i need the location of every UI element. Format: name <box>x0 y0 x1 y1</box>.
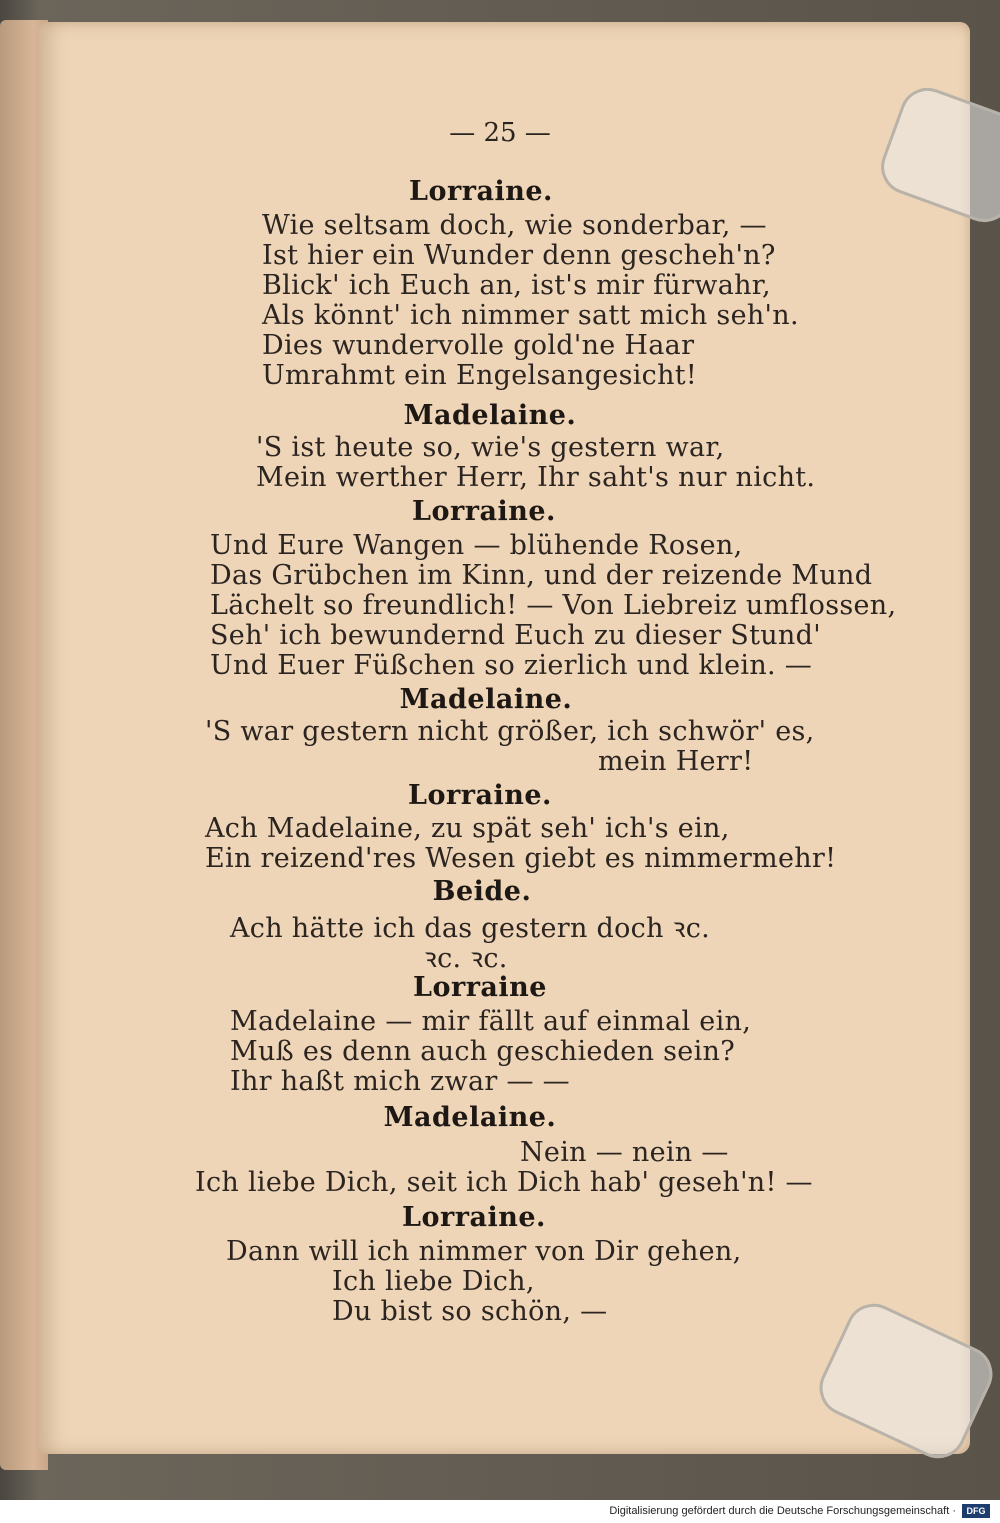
verse-line: Madelaine — mir fällt auf einmal ein, <box>230 1006 752 1037</box>
speaker-heading: Madelaine. <box>399 684 573 715</box>
speaker-heading: Beide. <box>432 876 532 907</box>
verse-line: Und Eure Wangen — blühende Rosen, <box>210 530 743 561</box>
verse-line: Nein — nein — <box>520 1137 729 1168</box>
speaker-heading: Madelaine. <box>403 400 577 431</box>
verse-line: Ist hier ein Wunder denn gescheh'n? <box>262 240 776 271</box>
verse-line: Wie seltsam doch, wie sonderbar, — <box>262 210 767 241</box>
speaker-heading: Lorraine. <box>408 780 552 811</box>
verse-line: Das Grübchen im Kinn, und der reizende Mund <box>210 560 873 591</box>
footer-credit: Digitalisierung gefördert durch die Deutsche Forschungsgemeinschaft · <box>609 1505 956 1517</box>
verse-line: Als könnt' ich nimmer satt mich seh'n. <box>262 300 799 331</box>
dfg-logo: DFG <box>962 1504 990 1518</box>
verse-line: Ach Madelaine, zu spät seh' ich's ein, <box>205 813 730 844</box>
footer-bar <box>0 1500 1000 1523</box>
verse-line: Blick' ich Euch an, ist's mir fürwahr, <box>262 270 771 301</box>
speaker-heading: Lorraine. <box>412 496 556 527</box>
speaker-heading: Lorraine <box>412 972 547 1003</box>
speaker-heading: Madelaine. <box>383 1102 557 1133</box>
verse-line: Ihr haßt mich zwar — — <box>230 1066 570 1097</box>
verse-line: Ach hätte ich das gestern doch ꝛc. <box>230 913 711 944</box>
verse-line: Umrahmt ein Engelsangesicht! <box>262 360 698 391</box>
verse-line: Ich liebe Dich, seit ich Dich hab' geseh'n! — <box>195 1167 813 1198</box>
verse-line: Ich liebe Dich, <box>332 1266 535 1297</box>
verse-line: Mein werther Herr, Ihr saht's nur nicht. <box>256 462 816 493</box>
verse-line: ꝛc. ꝛc. <box>424 943 508 974</box>
verse-line: Seh' ich bewundernd Euch zu dieser Stund' <box>210 620 821 651</box>
verse-line: Du bist so schön, — <box>332 1296 608 1327</box>
verse-line: mein Herr! <box>598 746 754 777</box>
verse-line: Ein reizend'res Wesen giebt es nimmermehr! <box>205 843 837 874</box>
verse-line: Dann will ich nimmer von Dir gehen, <box>226 1236 742 1267</box>
verse-line: Lächelt so freundlich! — Von Liebreiz umflossen, <box>210 590 897 621</box>
speaker-heading: Lorraine. <box>402 1202 546 1233</box>
verse-line: Dies wundervolle gold'ne Haar <box>262 330 695 361</box>
verse-line: Und Euer Füßchen so zierlich und klein. — <box>210 650 813 681</box>
speaker-heading: Lorraine. <box>409 176 553 207</box>
verse-line: 'S war gestern nicht größer, ich schwör' es, <box>205 716 815 747</box>
verse-line: Muß es denn auch geschieden sein? <box>230 1036 735 1067</box>
page-number: — 25 — <box>449 118 551 148</box>
verse-line: 'S ist heute so, wie's gestern war, <box>256 432 725 463</box>
